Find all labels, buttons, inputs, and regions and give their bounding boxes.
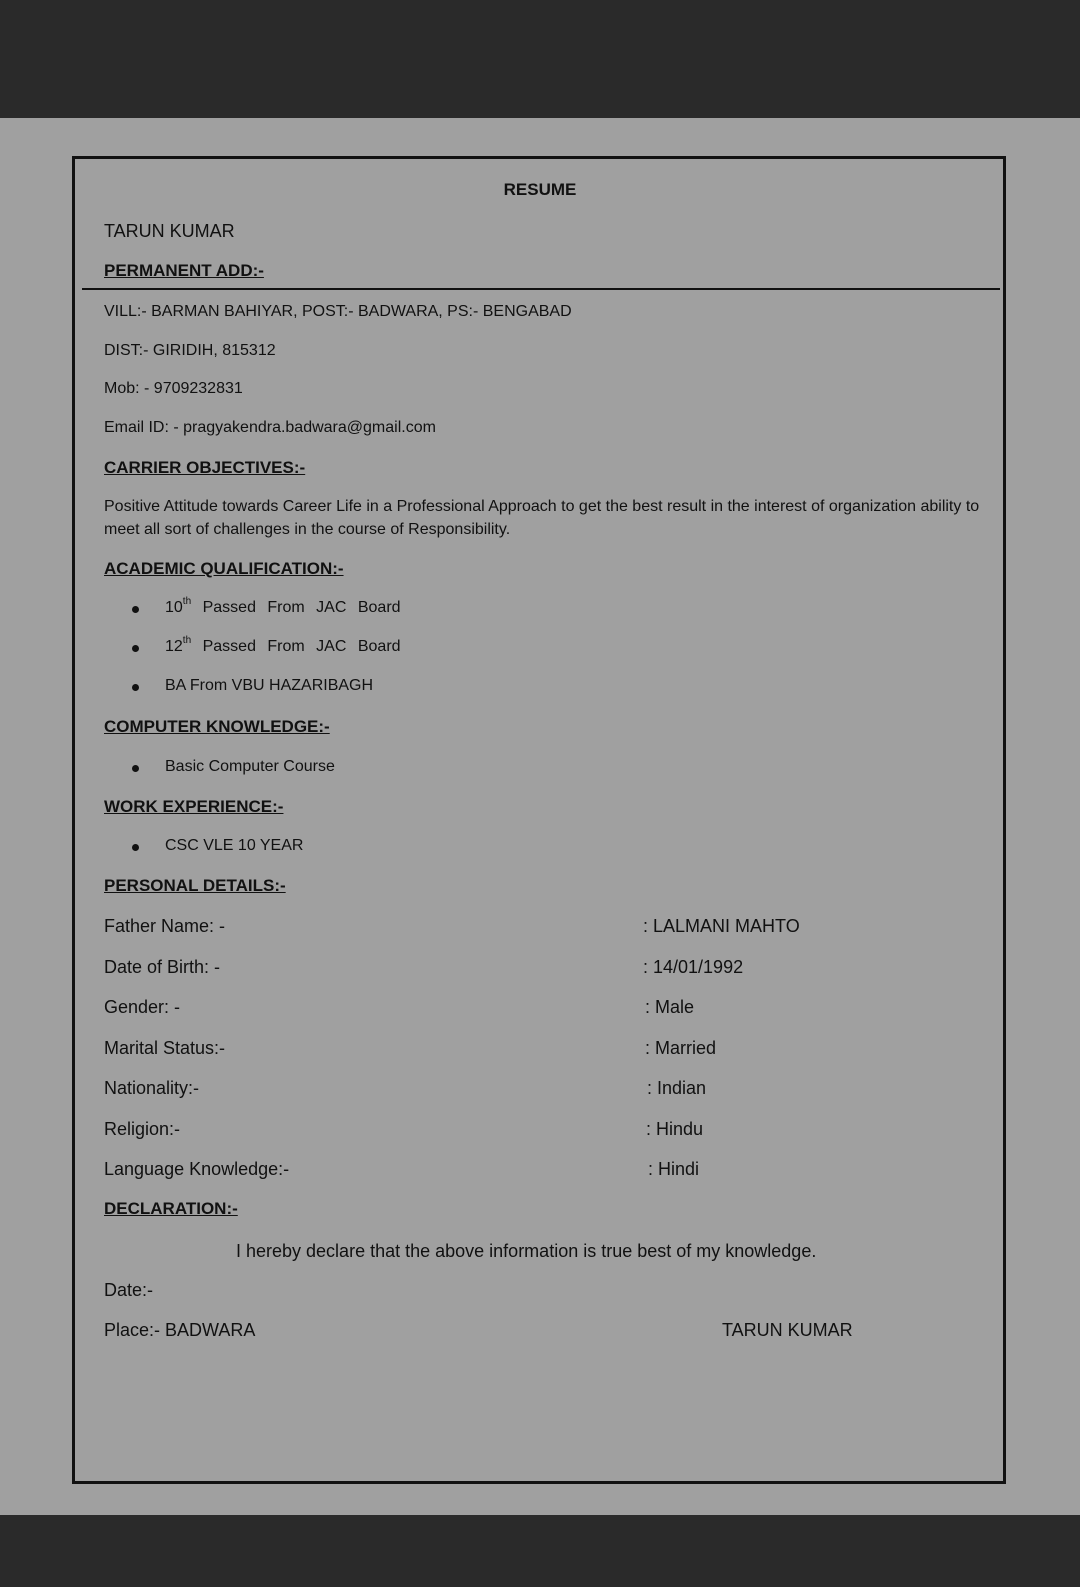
personal-label-language: Language Knowledge:- bbox=[104, 1159, 290, 1179]
work-experience-item: CSC VLE 10 YEAR bbox=[165, 837, 304, 854]
section-divider bbox=[82, 288, 1000, 290]
candidate-name: TARUN KUMAR bbox=[104, 221, 235, 241]
address-line: VILL:- BARMAN BAHIYAR, POST:- BADWARA, PS:- BENGABAD bbox=[104, 303, 572, 320]
declaration-text: I hereby declare that the above information is true best of my knowledge. bbox=[236, 1241, 817, 1261]
bullet-icon bbox=[132, 684, 139, 691]
bullet-icon bbox=[132, 645, 139, 652]
personal-label-nationality: Nationality:- bbox=[104, 1078, 200, 1098]
work-experience-heading: WORK EXPERIENCE:- bbox=[104, 797, 284, 816]
personal-value-nationality: : Indian bbox=[647, 1078, 707, 1098]
personal-details-heading: PERSONAL DETAILS:- bbox=[104, 876, 286, 895]
academic-heading: ACADEMIC QUALIFICATION:- bbox=[104, 559, 344, 578]
personal-value-religion: : Hindu bbox=[646, 1119, 704, 1139]
academic-item-suffix: th bbox=[182, 635, 192, 646]
bullet-icon bbox=[132, 844, 139, 851]
computer-knowledge-heading: COMPUTER KNOWLEDGE:- bbox=[104, 717, 330, 736]
personal-label-dob: Date of Birth: - bbox=[104, 957, 221, 977]
date-label: Date:- bbox=[104, 1280, 154, 1300]
personal-value-marital: : Married bbox=[645, 1038, 717, 1058]
resume-title: RESUME bbox=[503, 180, 577, 199]
academic-item: BA From VBU HAZARIBAGH bbox=[165, 677, 374, 694]
signature-name: TARUN KUMAR bbox=[722, 1320, 853, 1340]
place-line: Place:- BADWARA bbox=[104, 1320, 256, 1340]
personal-label-religion: Religion:- bbox=[104, 1119, 181, 1139]
viewer-top-bar bbox=[0, 0, 1080, 118]
academic-item bbox=[165, 637, 401, 657]
bullet-icon bbox=[132, 765, 139, 772]
personal-label-father: Father Name: - bbox=[104, 916, 226, 936]
mobile-line: Mob: - 9709232831 bbox=[104, 380, 243, 397]
career-objectives-heading: CARRIER OBJECTIVES:- bbox=[104, 458, 306, 477]
personal-value-gender: : Male bbox=[645, 997, 695, 1017]
personal-label-marital: Marital Status:- bbox=[104, 1038, 226, 1058]
academic-item-suffix: th bbox=[182, 596, 192, 607]
permanent-address-heading: PERMANENT ADD:- bbox=[104, 261, 264, 280]
academic-item-text: Passed From JAC Board bbox=[202, 599, 401, 616]
academic-item bbox=[165, 598, 401, 618]
personal-value-father: : LALMANI MAHTO bbox=[643, 916, 800, 936]
computer-knowledge-item: Basic Computer Course bbox=[165, 758, 335, 775]
viewer-bottom-bar bbox=[0, 1515, 1080, 1587]
personal-label-gender: Gender: - bbox=[104, 997, 181, 1017]
academic-item-text: Passed From JAC Board bbox=[202, 638, 401, 655]
email-line: Email ID: - pragyakendra.badwara@gmail.com bbox=[104, 419, 436, 436]
declaration-heading: DECLARATION:- bbox=[104, 1199, 238, 1218]
bullet-icon bbox=[132, 606, 139, 613]
personal-value-dob: : 14/01/1992 bbox=[643, 957, 744, 977]
career-objectives-text: Positive Attitude towards Career Life in a Professional Approach to get the best result in the interest of organization ability to meet all sort of challenges in the course of Responsibility. bbox=[104, 498, 980, 538]
academic-item-number: 12 bbox=[165, 638, 183, 655]
academic-item-number: 10 bbox=[165, 599, 183, 616]
personal-value-language: : Hindi bbox=[648, 1159, 700, 1179]
district-line: DIST:- GIRIDIH, 815312 bbox=[104, 342, 276, 359]
